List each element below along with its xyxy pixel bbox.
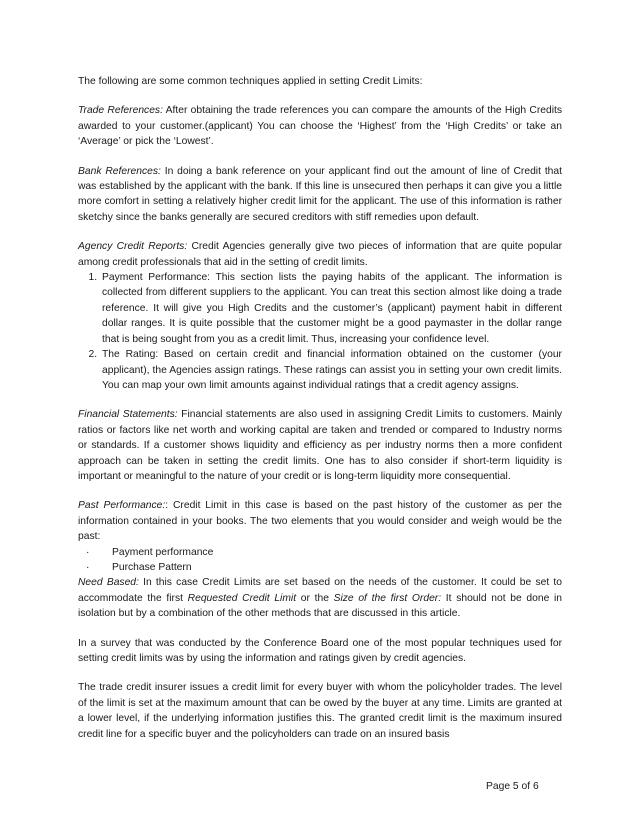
need-based-label: Need Based: (78, 577, 139, 589)
agency-reports-label: Agency Credit Reports: (78, 241, 188, 253)
agency-reports-paragraph (78, 239, 562, 270)
list-item: 1. Payment Performance: This section lists the paying habits of the applicant. The information is collected from different suppliers to the applicant. You can treat this section almost like doing a trade reference. It will give you High Credits and the customer’s (applicant) payment habit in different dollar ranges. It is quite possible that the customer might be a good paymaster in the dollar range that is being sought from you as a credit limit. Thus, increasing your confidence level. (100, 270, 562, 347)
trade-references-text: After obtaining the trade references you can compare the amounts of the High Credits awarded to your customer.(applicant) You can choose the ‘Highest’ from the ‘High Credits’ or take an ‘Average’ or pick the ‘Lowest’. (78, 105, 562, 148)
financial-statements-label: Financial Statements: (78, 409, 178, 421)
trade-references-label: Trade References: (78, 105, 163, 117)
intro-paragraph: The following are some common techniques applied in setting Credit Limits: (78, 76, 423, 87)
list-item: · Purchase Pattern (86, 560, 562, 575)
bank-references-paragraph (78, 164, 562, 226)
past-performance-text: : Credit Limit in this case is based on the past history of the customer as per the information contained in your books. The two elements that you would consider and weigh would be the past: (78, 500, 562, 543)
past-performance-list (78, 545, 562, 576)
agency-reports-text: Credit Agencies generally give two pieces of information that are quite popular among credit professionals that aid in the setting of credit limits. (78, 241, 562, 268)
bank-references-label: Bank References: (78, 165, 161, 177)
need-based-paragraph: Need Based: In this case Credit Limits are set based on the needs of the customer. It could be set to accommodate the first Requested Credit Limit or the Size of the first Order: It should not be done in isolation but by a combination of the other methods that are discussed in this article. (78, 577, 563, 620)
bullet-glyph: · (86, 561, 90, 573)
trade-references-paragraph (78, 103, 562, 149)
bullet-glyph: · (86, 546, 90, 558)
page-content (78, 74, 562, 756)
page-number: Page 5 of 6 (486, 781, 539, 792)
financial-statements-text: Financial statements are also used in assigning Credit Limits to customers. Mainly ratios or factors like net worth and working capital are taken and trended or compared to Industry norms or standards. If a customer shows liquidity and efficiency as per industry norms then a more confident approach can be taken in setting the credit limits. One has to also consider if short-term liquidity is important or meaningful to the nature of your credit or is long-term liquidity more consequential. (78, 409, 563, 482)
insurer-paragraph: The trade credit insurer issues a credit limit for every buyer with whom the policyholder trades. The level of the limit is set at the maximum amount that can be owed by the buyer at any time. Limits are granted at a lower level, if the underlying information justifies this. The granted credit limit is the maximum insured credit line for a specific buyer and the policyholders can trade on an insured basis (78, 682, 562, 740)
bank-references-text: In doing a bank reference on your applicant find out the amount of line of Credit that was established by the applicant with the bank. If this line is unsecured then perhaps it can give you a little more comfort in setting a relatively higher credit limit for the applicant. The use of this information is rather sketchy since the banks generally are secured creditors with stiff remedies upon default. (78, 165, 562, 223)
financial-statements-paragraph (78, 407, 562, 484)
past-performance-paragraph (78, 498, 562, 544)
survey-paragraph: In a survey that was conducted by the Conference Board one of the most popular techniques used for setting credit limits was by using the information and ratings given by credit agencies. (78, 637, 562, 664)
first-order-emphasis: Size of the first Order: (333, 592, 442, 604)
past-performance-label: Past Performance: (78, 500, 166, 512)
agency-reports-list (78, 270, 562, 393)
list-item: · Payment performance (86, 545, 562, 560)
requested-credit-limit-emphasis: Requested Credit Limit (187, 592, 297, 604)
list-item: 2. The Rating: Based on certain credit and financial information obtained on the customer (your applicant), the Agencies assign ratings. These ratings can assist you in setting your own credit limits. You can map your own limit amounts against individual ratings that a credit agency assigns. (100, 347, 562, 393)
